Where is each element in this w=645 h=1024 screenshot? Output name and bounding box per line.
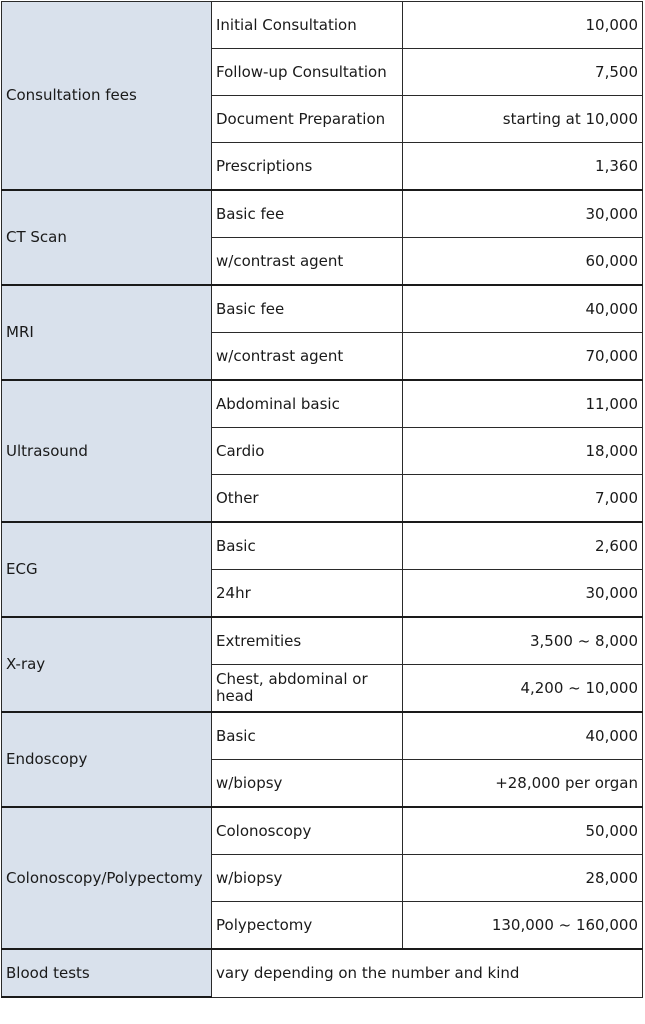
- item-cell: Basic: [212, 522, 403, 570]
- table-row: [2, 712, 643, 760]
- price-cell: 130,000 ~ 160,000: [403, 902, 643, 950]
- category-cell: X-ray: [2, 617, 212, 712]
- price-cell: 28,000: [403, 855, 643, 902]
- price-cell: 60,000: [403, 238, 643, 286]
- table-row: [2, 380, 643, 428]
- price-cell: 10,000: [403, 2, 643, 49]
- category-cell: Blood tests: [2, 949, 212, 997]
- price-cell: 7,000: [403, 475, 643, 523]
- item-cell: Basic: [212, 712, 403, 760]
- category-cell: Ultrasound: [2, 380, 212, 522]
- item-cell: Colonoscopy: [212, 807, 403, 855]
- price-cell: 40,000: [403, 285, 643, 333]
- price-cell: 30,000: [403, 570, 643, 618]
- category-cell: ECG: [2, 522, 212, 617]
- category-cell: Endoscopy: [2, 712, 212, 807]
- item-cell: w/biopsy: [212, 855, 403, 902]
- item-cell: w/biopsy: [212, 760, 403, 808]
- price-cell: 3,500 ~ 8,000: [403, 617, 643, 665]
- item-cell: 24hr: [212, 570, 403, 618]
- item-cell: Initial Consultation: [212, 2, 403, 49]
- item-cell: Prescriptions: [212, 143, 403, 191]
- item-cell: w/contrast agent: [212, 238, 403, 286]
- item-cell: Polypectomy: [212, 902, 403, 950]
- price-cell: 7,500: [403, 49, 643, 96]
- item-cell: Extremities: [212, 617, 403, 665]
- price-cell: starting at 10,000: [403, 96, 643, 143]
- item-cell: w/contrast agent: [212, 333, 403, 381]
- item-cell: Chest, abdominal or head: [212, 665, 403, 713]
- price-cell: 2,600: [403, 522, 643, 570]
- table-row: [2, 617, 643, 665]
- item-cell: Other: [212, 475, 403, 523]
- price-cell: 1,360: [403, 143, 643, 191]
- category-cell: CT Scan: [2, 190, 212, 285]
- category-cell: Colonoscopy/Polypectomy: [2, 807, 212, 949]
- table-row: [2, 2, 643, 49]
- table-row: [2, 285, 643, 333]
- price-cell: 30,000: [403, 190, 643, 238]
- category-cell: Consultation fees: [2, 2, 212, 191]
- price-cell: 11,000: [403, 380, 643, 428]
- note-cell: vary depending on the number and kind: [212, 949, 643, 997]
- table-row: [2, 522, 643, 570]
- item-cell: Cardio: [212, 428, 403, 475]
- price-cell: 40,000: [403, 712, 643, 760]
- item-cell: Abdominal basic: [212, 380, 403, 428]
- category-cell: MRI: [2, 285, 212, 380]
- table-row: [2, 190, 643, 238]
- item-cell: Basic fee: [212, 285, 403, 333]
- table-row: [2, 807, 643, 855]
- item-cell: Basic fee: [212, 190, 403, 238]
- price-cell: 70,000: [403, 333, 643, 381]
- price-cell: +28,000 per organ: [403, 760, 643, 808]
- price-cell: 18,000: [403, 428, 643, 475]
- price-cell: 4,200 ~ 10,000: [403, 665, 643, 713]
- price-cell: 50,000: [403, 807, 643, 855]
- fee-table: [1, 1, 643, 998]
- item-cell: Document Preparation: [212, 96, 403, 143]
- table-row: [2, 949, 643, 997]
- item-cell: Follow-up Consultation: [212, 49, 403, 96]
